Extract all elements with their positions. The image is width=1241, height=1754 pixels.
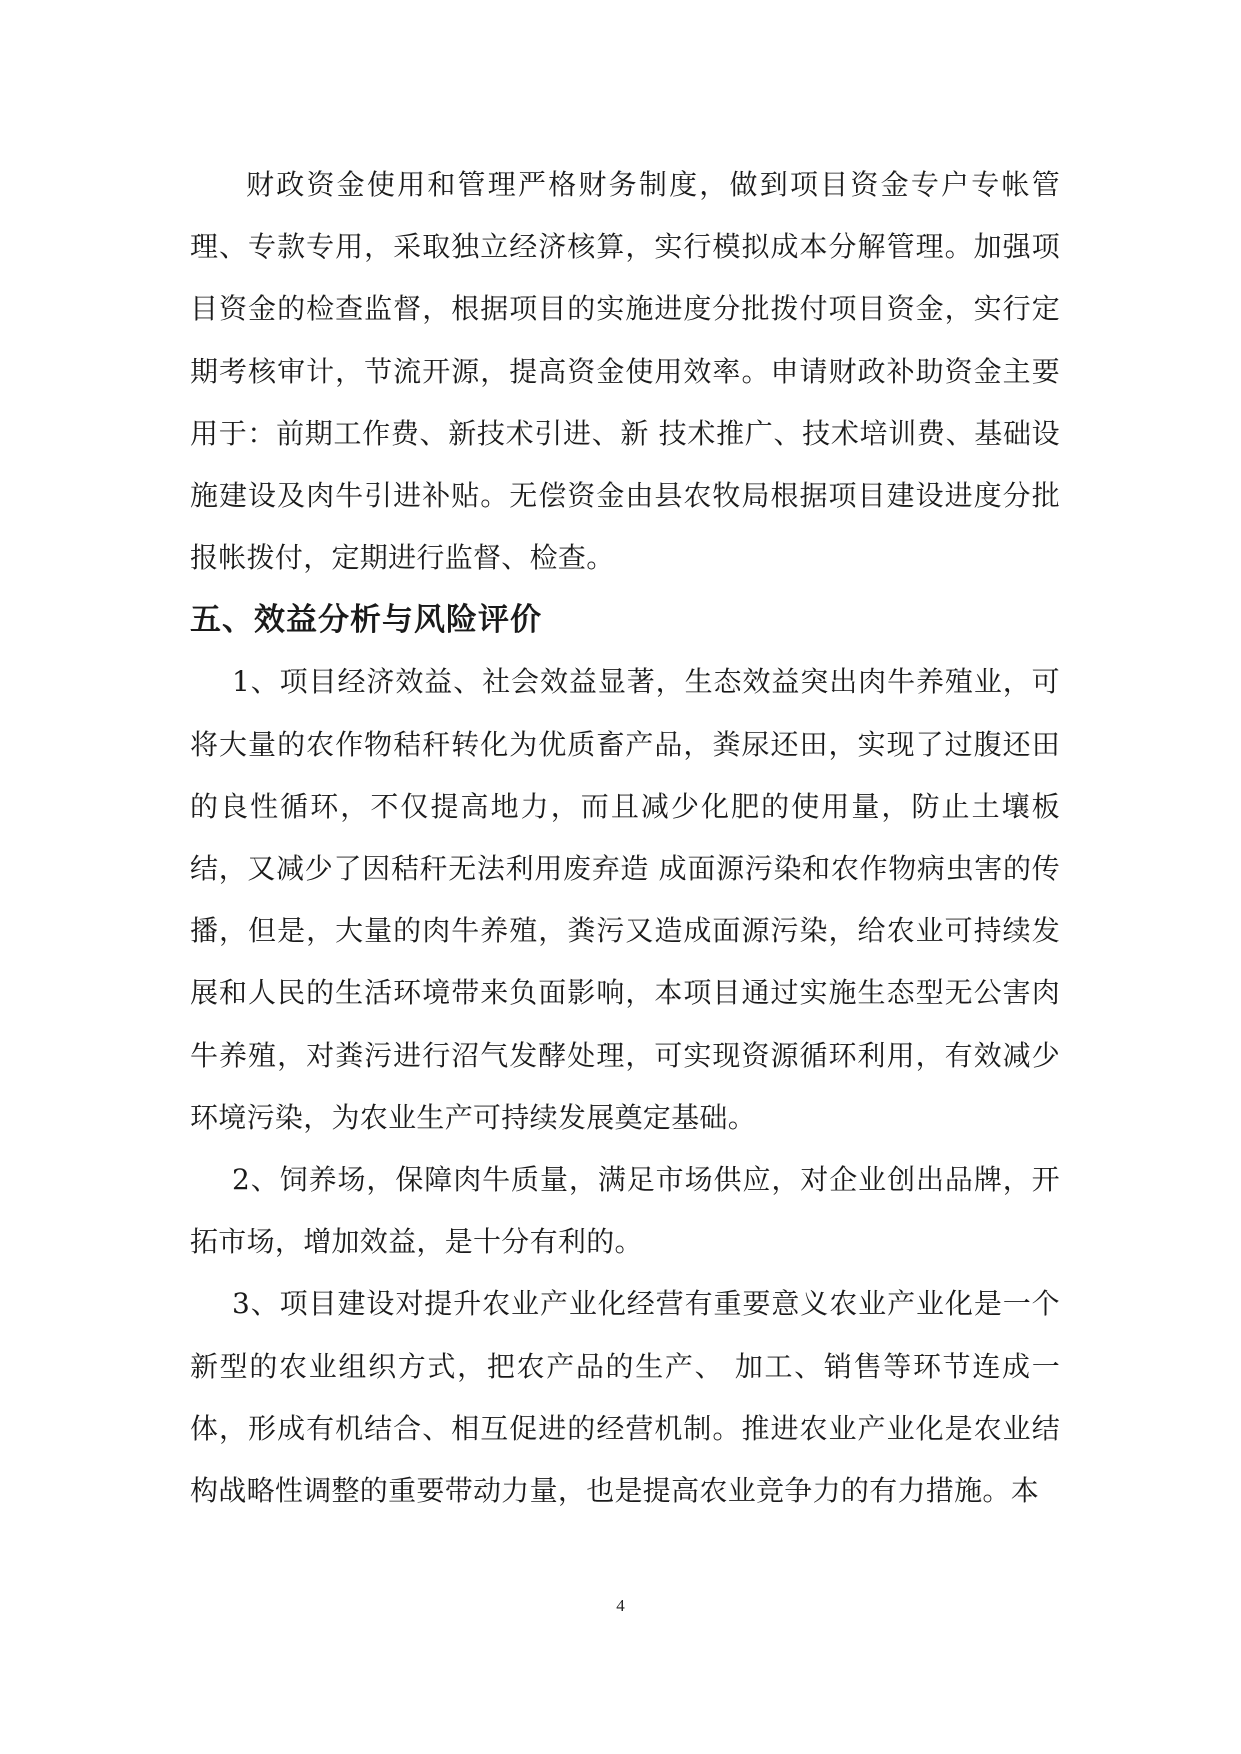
- page-number: 4: [616, 1596, 625, 1615]
- paragraph-item-2: 2、饲养场，保障肉牛质量，满足市场供应，对企业创出品牌，开拓市场，增加效益，是十分有利的。: [190, 1163, 1060, 1259]
- section-heading-benefit-risk: 五、效益分析与风险评价: [190, 602, 542, 639]
- paragraph-item-1: 1、项目经济效益、社会效益显著，生态效益突出肉牛养殖业，可将大量的农作物秸秆转化为优质畜产品，粪尿还田，实现了过腹还田的良性循环，不仅提高地力，而且减少化肥的使用量，防止土壤板结，又减少了因秸秆无法利用废弃造 成面源污染和农作物病虫害的传播，但是，大量的肉牛养殖，粪污又造成面源污染，给农业可持续发展和人民的生活环境带来负面影响，本项目通过实施生态型无公害肉牛养殖，对粪污进行沼气发酵处理，可实现资源循环利用，有效减少环境污染，为农业生产可持续发展奠定基础。: [190, 665, 1060, 1134]
- page-content: [190, 154, 1060, 1522]
- paragraph-item-3: 3、项目建设对提升农业产业化经营有重要意义农业产业化是一个新型的农业组织方式，把农产品的生产、 加工、销售等环节连成一体，形成有机结合、相互促进的经营机制。推进农业产业化是农业结构战略性调整的重要带动力量，也是提高农业竞争力的有力措施。本: [190, 1287, 1060, 1508]
- paragraph-financial-management: 财政资金使用和管理严格财务制度，做到项目资金专户专帐管理、专款专用，采取独立经济核算，实行模拟成本分解管理。加强项目资金的检查监督，根据项目的实施进度分批拨付项目资金，实行定期考核审计，节流开源，提高资金使用效率。申请财政补助资金主要用于：前期工作费、新技术引进、新 技术推广、技术培训费、基础设施建设及肉牛引进补贴。无偿资金由县农牧局根据项目建设进度分批报帐拨付，定期进行监督、检查。: [190, 168, 1060, 575]
